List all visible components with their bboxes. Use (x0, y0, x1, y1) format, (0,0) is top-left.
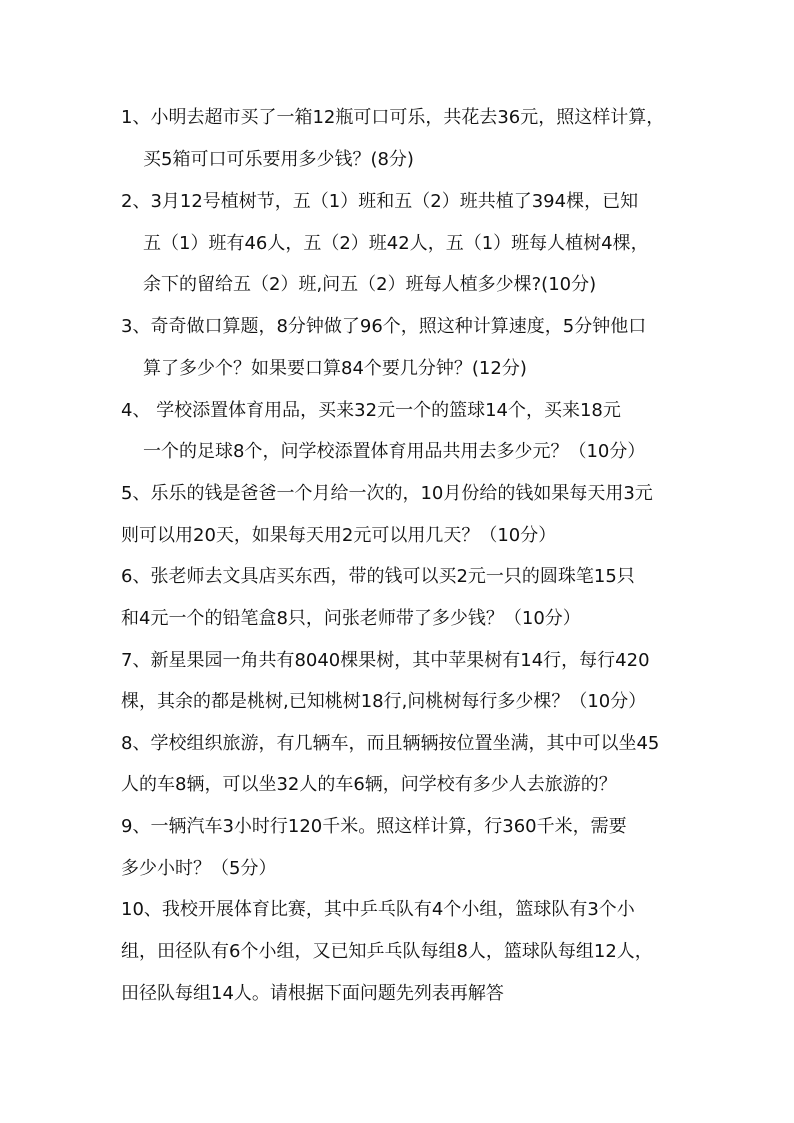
question-2-line-1: 2、3月12号植树节，五（1）班和五（2）班共植了394棵，已知 (121, 191, 639, 212)
question-10-line-2: 组，田径队有6个小组，又已知乒乓队每组8人，篮球队每组12人， (121, 941, 653, 962)
question-8-line-2: 人的车8辆，可以坐32人的车6辆，问学校有多少人去旅游的？ (121, 774, 617, 795)
question-2-line-2: 五（1）班有46人，五（2）班42人，五（1）班每人植树4棵， (143, 233, 649, 254)
question-4-line-2: 一个的足球8个，问学校添置体育用品共用去多少元？（10分） (143, 441, 646, 462)
question-3-line-2: 算了多少个？如果要口算84个要几分钟？(12分) (143, 358, 527, 379)
question-4-line-1: 4、 学校添置体育用品，买来32元一个的篮球14个，买来18元 (121, 400, 621, 421)
question-5-line-1: 5、乐乐的钱是爸爸一个月给一次的，10月份给的钱如果每天用3元 (121, 483, 653, 504)
question-9-line-1: 9、一辆汽车3小时行120千米。照这样计算，行360千米，需要 (121, 816, 627, 837)
question-2-line-3: 余下的留给五（2）班,问五（2）班每人植多少棵?(10分) (143, 274, 597, 295)
question-10-line-1: 10、我校开展体育比赛，其中乒乓队有4个小组，篮球队有3个小 (121, 899, 635, 920)
question-7-line-1: 7、新星果园一角共有8040棵果树，其中苹果树有14行，每行420 (121, 650, 650, 671)
question-6-line-1: 6、张老师去文具店买东西，带的钱可以买2元一只的圆珠笔15只 (121, 566, 635, 587)
question-10-line-3: 田径队每组14人。请根据下面问题先列表再解答 (121, 983, 504, 1004)
question-1-line-2: 买5箱可口可乐要用多少钱？(8分) (143, 149, 414, 170)
question-1-line-1: 1、小明去超市买了一箱12瓶可口可乐，共花去36元，照这样计算， (121, 107, 665, 128)
question-5-line-2: 则可以用20天，如果每天用2元可以用几天？（10分） (121, 525, 557, 546)
question-7-line-2: 棵，其余的都是桃树,已知桃树18行,问桃树每行多少棵？（10分） (121, 691, 647, 712)
question-8-line-1: 8、学校组织旅游，有几辆车，而且辆辆按位置坐满，其中可以坐45 (121, 733, 660, 754)
question-3-line-1: 3、奇奇做口算题，8分钟做了96个，照这种计算速度，5分钟他口 (121, 316, 647, 337)
question-6-line-2: 和4元一个的铅笔盒8只，问张老师带了多少钱？（10分） (121, 608, 581, 629)
question-9-line-2: 多少小时？（5分） (121, 858, 277, 879)
